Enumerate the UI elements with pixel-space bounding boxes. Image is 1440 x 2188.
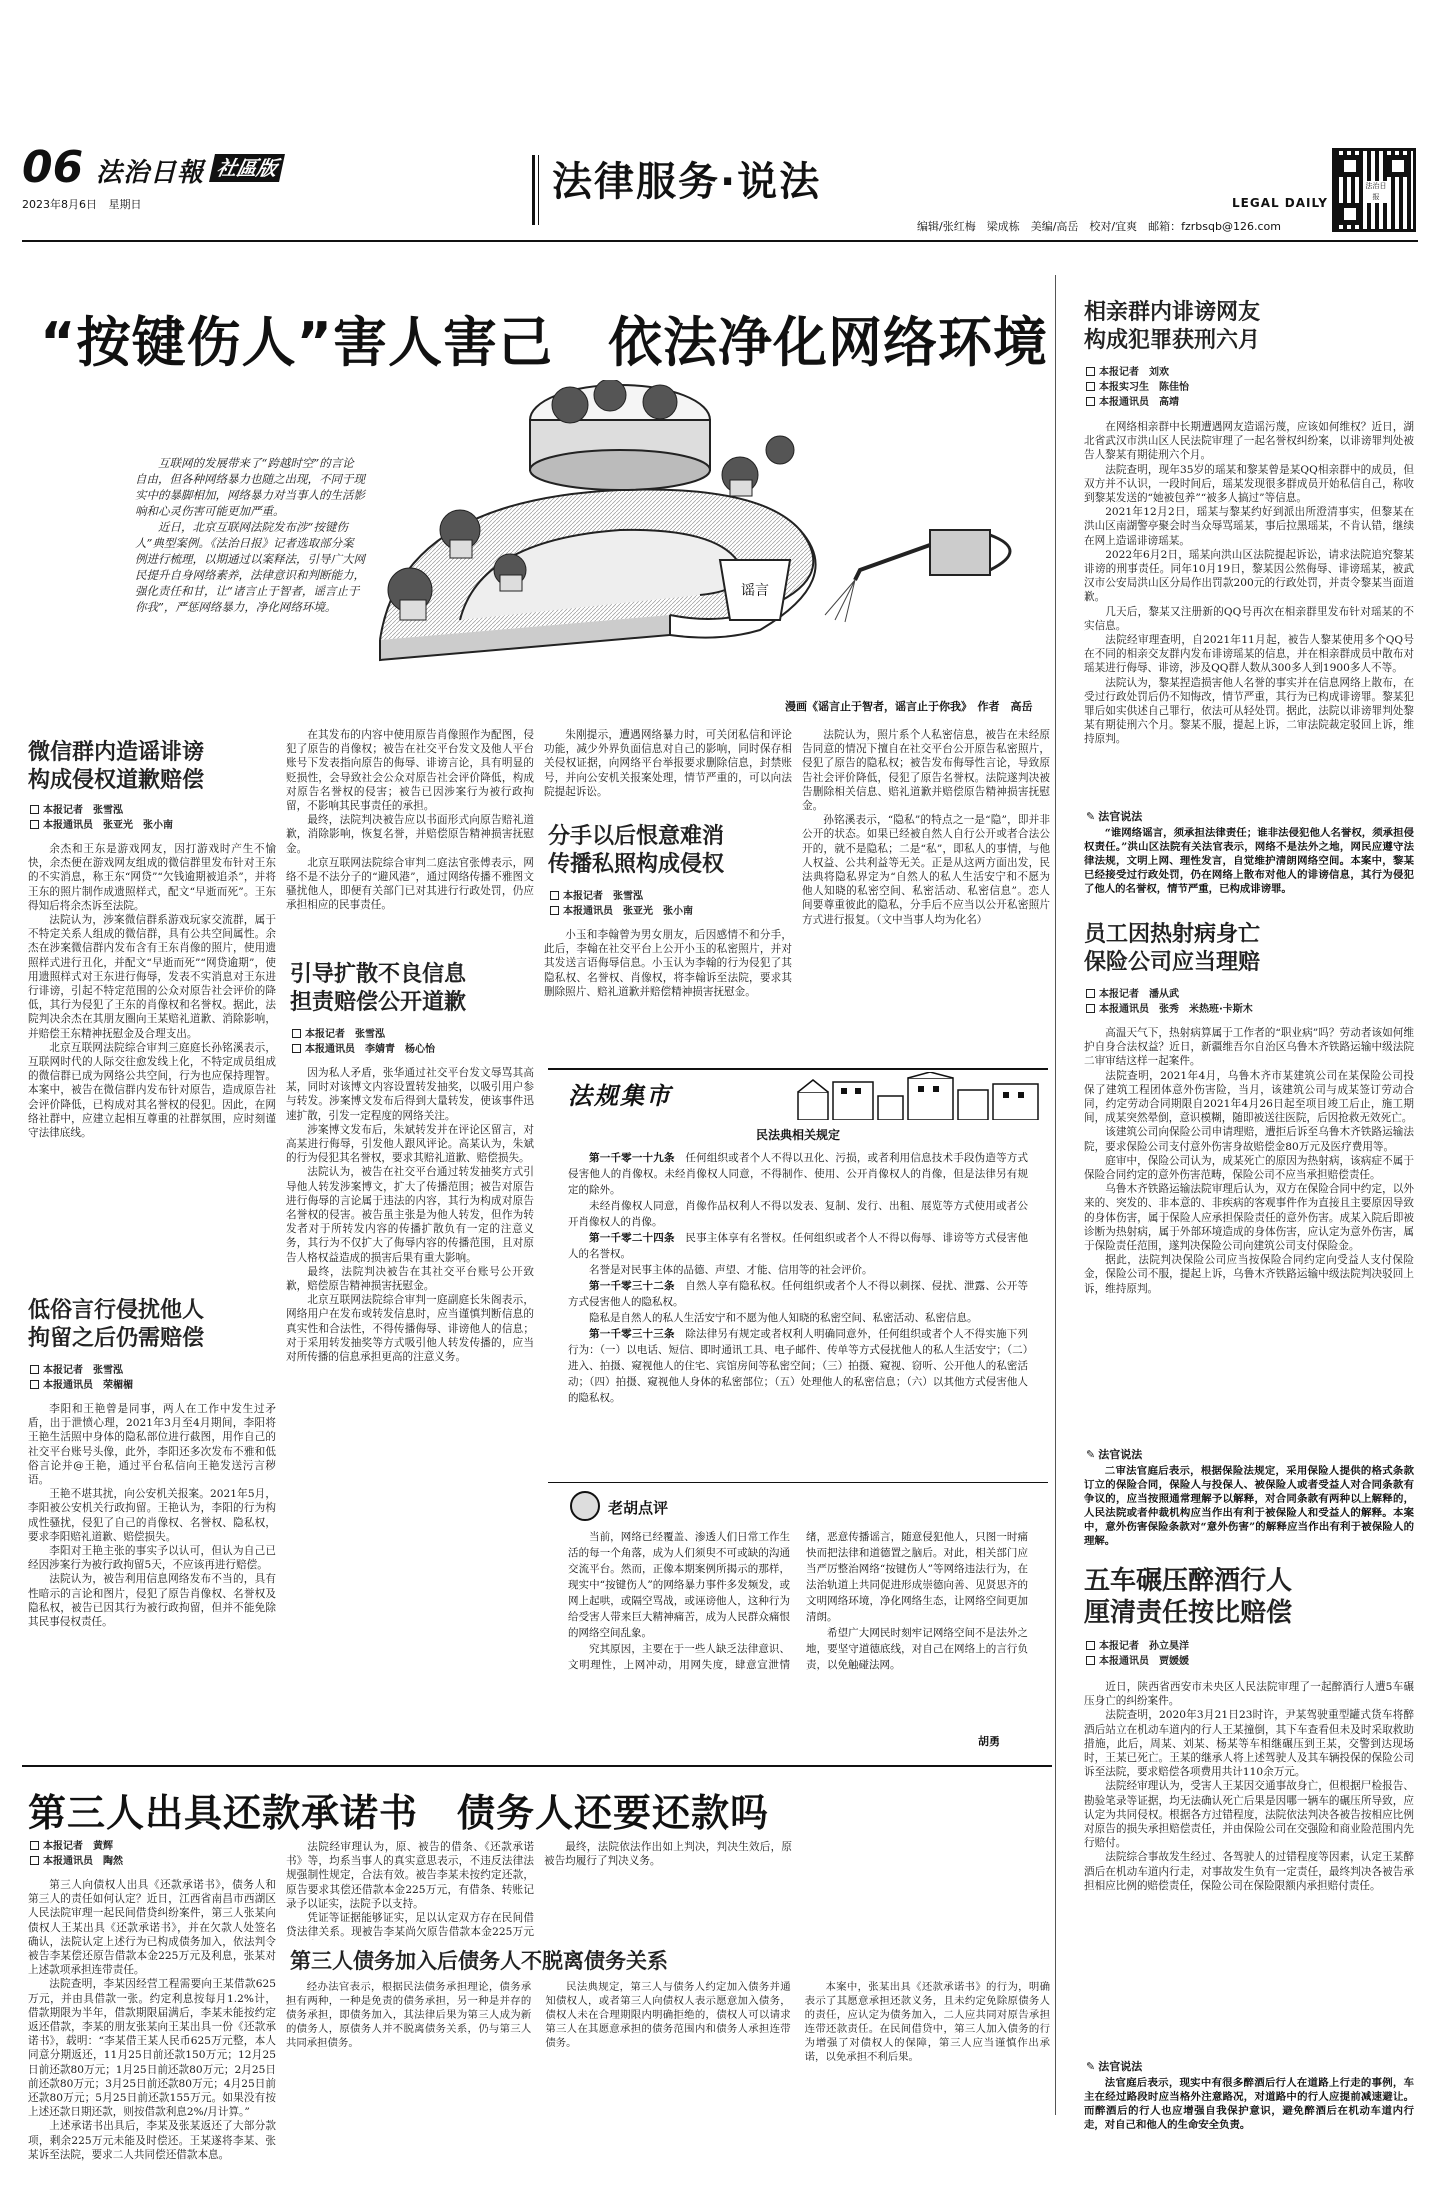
paragraph: 法院认为，照片系个人私密信息，被告在未经原告同意的情况下擅自在社交平台公开原告私密照片，侵犯了原告的隐私权；被告发布侮辱性言论，导致原告社会评价降低，侵犯了原告名誉权。法院遂判决被告删除相关信息、赔礼道歉并赔偿原告精神损害抚慰金。 bbox=[802, 729, 1050, 813]
paragraph: 庭审中，保险公司认为，成某死亡的原因为热射病，该病症不属于保险合同约定的意外伤害范畴，保险公司不应当承担赔偿责任。 bbox=[1084, 1154, 1414, 1182]
paragraph: 法官庭后表示，现实中有很多醉酒后行人在道路上行走的事例，车主在经过路段时应当格外注意路况，对道路中的行人应提前减速避让。而醉酒后的行人也应增强自我保护意识，避免醉酒后在机动车道内行走，对自己和他人的生命安全负责。 bbox=[1084, 2077, 1414, 2131]
paragraph: 北京互联网法院综合审判一庭副庭长朱阁表示，网络用户在发布或转发信息时，应当谨慎判断信息的真实性和合法性，不得传播侮辱、诽谤他人的信息；对于采用转发抽奖等方式吸引他人转发传播的，应当对所传播的信息承担更高的注意义务。 bbox=[286, 1294, 534, 1364]
law-article bbox=[568, 1262, 1028, 1278]
r2-title-2: 保险公司应当理赔 bbox=[1084, 950, 1261, 975]
paragraph: “谁网络谣言，须承担法律责任；谁非法侵犯他人名誉权，须承担侵权责任。”洪山区法院有关法官表示，网络不是法外之地，网民应遵守法律法规，文明上网、理性发言，自觉维护清朗网络空间。本案中，黎某已经接受过行政处罚，仍在网络上散布对他人的诽谤信息，其行为侵犯了他人的名誉权，情节严重，已构成诽谤罪。 bbox=[1084, 827, 1414, 895]
law-box bbox=[548, 1068, 1048, 1473]
paragraph: 第三人向债权人出具《还款承诺书》，债务人和第三人的责任如何认定？近日，江西省南昌市西湖区人民法院审理一起民间借贷纠纷案件，第三人张某向债权人王某出具《还款承诺书》，并在欠款人处签名确认，法院认定上述行为已构成债务加入，依法判令被告李某偿还原告借款本金225万元及利息，张某对上述款项承担连带责任。 bbox=[28, 1879, 276, 1977]
pot-label: 谣言 bbox=[741, 583, 769, 599]
law-box-subtitle: 民法典相关规定 bbox=[755, 1128, 840, 1142]
a4-byline-1: 本报记者 张雪泓 bbox=[550, 890, 643, 904]
r1-judge-tag: ✎ 法官说法 bbox=[1086, 808, 1142, 824]
a4-title-1: 分手以后恨意难消 bbox=[548, 824, 725, 849]
paragraph: 法院查明，李某因经营工程需要向王某借款625万元，并由具借款一张。约定利息按每月1.2%计，借款期限为半年，借款期限届满后，李某未能按约定返还借款，李某的朋友张某向王某出具一份《还款承诺书》，载明：“李某借王某人民币625万元整，本人同意分期返还，11月25日前还款150万元；12月25日前还款80万元；1月25日前还款80万元；2月25日前还款80万元；3月25日前还款80万元；4月25日前还款80万元；5月25日前还款155万元。如果没有按上述还款日期还款，则按借款利息2%/月计算。” bbox=[28, 1978, 276, 2119]
bottom-section-rule bbox=[22, 1765, 1052, 1767]
a3-byline-1: 本报记者 张雪泓 bbox=[292, 1028, 385, 1042]
paragraph: 当前，网络已经覆盖、渗透人们日常工作生活的每一个角落，成为人们须臾不可或缺的沟通交流平台。然而，正像本期案例所揭示的那样，现实中“按键伤人”的网络暴力事件多发频发，或网上起哄，或隔空骂战，或诬谤他人，这种行为给受害人带来巨大精神痛苦，成为人民群众痛恨的网络空间乱象。 bbox=[568, 1531, 790, 1639]
a5-body-col1 bbox=[28, 1878, 276, 2174]
r1-title-2: 构成犯罪获刑六月 bbox=[1084, 328, 1261, 353]
paragraph: 希望广大网民时刻牢记网络空间不是法外之地，要坚守道德底线，对自己在网络上的言行负责，以免触碰法网。 bbox=[806, 1627, 1028, 1671]
paragraph: 法院认为，黎某捏造损害他人名誉的事实并在信息网络上散布，在受过行政处罚后仍不知悔改，情节严重，其行为已构成诽谤罪。黎某犯罪后如实供述自己罪行，依法可从轻处罚。据此，法院以诽谤罪判处黎某有期徒刑六个月。黎某不服，提起上诉，二审法院裁定驳回上诉，维持原判。 bbox=[1084, 676, 1414, 746]
r1-title-1: 相亲群内诽谤网友 bbox=[1084, 300, 1261, 325]
column-rule bbox=[1055, 275, 1056, 2115]
a4-top-body bbox=[544, 728, 792, 814]
a2-body bbox=[28, 1402, 276, 1757]
r3-judge-tag: ✎ 法官说法 bbox=[1086, 2058, 1142, 2074]
illustration-rumors bbox=[340, 380, 1060, 670]
paragraph: 李阳和王艳曾是同事，两人在工作中发生过矛盾，出于泄愤心理，2021年3月至4月期间，李阳将王艳生活照中身体的隐私部位进行截图，用作自己的社交平台账号头像，此外，李阳还多次发布不雅和低俗言论并@王艳，通过平台私信向王艳发送污言秽语。 bbox=[28, 1403, 276, 1487]
article-text: 名誉是对民事主体的品德、声望、才能、信用等的社会评价。 bbox=[589, 1264, 873, 1276]
a1-byline-2: 本报通讯员 张亚光 张小南 bbox=[30, 819, 173, 833]
r3-byline-1: 本报记者 孙立昊洋 bbox=[1086, 1640, 1189, 1654]
paragraph: 二审法官庭后表示，根据保险法规定，采用保险人提供的格式条款订立的保险合同，保险人与投保人、被保险人或者受益人对合同条款有争议的，应当按照通常理解予以解释，对合同条款有两种以上解释的，人民法院或者仲裁机构应当作出有利于被保险人和受益人的解释。本案中，意外伤害保险条款对“意外伤害”的解释应当作出有利于被保险人的理解。 bbox=[1084, 1465, 1414, 1547]
paragraph: 最终，法院判决被告在其社交平台账号公开致歉，赔偿原告精神损害抚慰金。 bbox=[286, 1265, 534, 1293]
paragraph: 法院综合事故发生经过、各驾驶人的过错程度等因素，认定王某醉酒后在机动车道内行走，对事故发生负有一定责任，最终判决各被告承担相应比例的赔偿责任，保险公司在保险限额内承担赔付责任。 bbox=[1084, 1851, 1414, 1892]
illustration-caption: 漫画《谣言止于智者，谣言止于你我》 作者 高岳 bbox=[785, 700, 1033, 713]
watering-can-icon bbox=[825, 530, 1010, 622]
paragraph: 高温天气下，热射病算属于工作者的“职业病”吗？劳动者该如何维护自身合法权益？近日，新疆维吾尔自治区乌鲁木齐铁路运输中级法院二审审结这样一起案件。 bbox=[1084, 1027, 1414, 1068]
paragraph: 因为私人矛盾，张华通过社交平台发文辱骂其高某，同时对该博文内容设置转发抽奖，以吸引用户参与转发。涉案博文发布后得到大量转发，使该事件迅速扩散，引发一定程度的网络关注。 bbox=[286, 1067, 534, 1122]
article-text: 隐私是自然人的私人生活安宁和不愿为他人知晓的私密空间、私密活动、私密信息。 bbox=[589, 1312, 978, 1324]
paragraph: 本案中，张某出具《还款承诺书》的行为，明确表示了其愿意承担还款义务，且未约定免除原债务人的责任，应认定为债务加入，二人应共同对原告承担连带还款责任。在民间借贷中，第三人加入债务的行为增强了对债权人的保障，第三人应当谨慎作出承诺，以免承担不利后果。 bbox=[804, 1981, 1050, 2063]
qr-code[interactable] bbox=[1332, 148, 1416, 232]
paragraph: 朱刚提示，遭遇网络暴力时，可关闭私信和评论功能，减少外界负面信息对自己的影响，同时保存相关侵权证据，向网络平台举报要求删除信息，封禁账号，并向公安机关报案处理，情节严重的，可以向法院提起诉讼。 bbox=[544, 729, 792, 798]
paragraph: 凭证等证据能够证实，足以认定双方存在民间借贷法律关系。现被告李某尚欠原告借款本金225万元 bbox=[286, 1912, 534, 1939]
paragraph: 几天后，黎某又注册新的QQ号再次在相亲群里发布针对瑶某的不实信息。 bbox=[1084, 605, 1414, 632]
commentary-label: 老胡点评 bbox=[608, 1499, 669, 1517]
a5-body-col3 bbox=[544, 1840, 792, 1940]
paragraph: 最终，法院判决被告应以书面形式向原告赔礼道歉，消除影响，恢复名誉，并赔偿原告精神损害抚慰金。 bbox=[286, 814, 534, 855]
city-skyline-icon bbox=[793, 1072, 1043, 1120]
article-no: 第一千零二十四条 bbox=[589, 1232, 675, 1244]
paragraph: 法院查明，2021年4月，乌鲁木齐市某建筑公司在某保险公司投保了建筑工程团体意外伤害险，当月，该建筑公司与成某签订劳动合同，约定劳动合同期限自2021年4月26日起至项目竣工后止，施工期间，成某突然晕倒，意识模糊，随即被送往医院，后因抢救无效死亡。 bbox=[1084, 1069, 1414, 1125]
legal-daily-label: LEGAL DAILY bbox=[1232, 196, 1328, 210]
paragraph: 小玉和李翰曾为男女朋友，后因感情不和分手，此后，李翰在社交平台上公开小玉的私密照片，并对其发送言语侮辱信息。小玉认为李翰的行为侵犯了其隐私权、名誉权、肖像权，将李翰诉至法院，要求其删除照片、赔礼道歉并赔偿精神损害抚慰金。 bbox=[544, 929, 792, 998]
a4-body-left bbox=[544, 928, 792, 1058]
a5-headline: 第三人出具还款承诺书 债务人还要还款吗 bbox=[28, 1791, 770, 1835]
commentary-box bbox=[548, 1482, 1048, 1752]
a3-title-2: 担责赔偿公开道歉 bbox=[290, 990, 467, 1015]
paragraph: 民法典规定，第三人与债务人约定加入债务并通知债权人，或者第三人向债权人表示愿意加入债务，债权人未在合理期限内明确拒绝的，债权人可以请求第三人在其愿意承担的债务范围内和债务人承担连带债务。 bbox=[545, 1981, 791, 2049]
lead-headline: “按键伤人”害人害己 依法净化网络环境 bbox=[40, 311, 1048, 374]
a5-sub-body bbox=[286, 1980, 1050, 2176]
paragraph: 法院认为，涉案微信群系游戏玩家交流群，属于不特定关系人组成的微信群，具有公共空间属性。余杰在涉案微信群内发布含有王东肖像的照片，使用遗照样式进行丑化，并配文“早逝而死”“网贷逾期”，使用遗照样式对王东进行侮辱，发表不实消息对王东进行诽谤，引起不特定范围的公众对原告社会评价的降低，其行为侵犯了王东的肖像权和名誉权。据此，法院判决余杰在其朋友圈向王某赔礼道歉、消除影响，并赔偿王东精神抚慰金及合理支出。 bbox=[28, 914, 276, 1040]
a5-body-col4 bbox=[802, 1840, 1050, 1936]
paragraph: 法院认为，被告在社交平台通过转发抽奖方式引导他人转发涉案博文，扩大了传播范围；被告对原告进行侮辱的言论属于违法的内容，其行为构成对原告名誉权的侵害。被告虽主张是为他人转发，但作为转发者对于所转发内容的传播扩散负有一定的注意义务，其行为不仅扩大了侮辱内容的传播范围，且对原告人格权益造成的损害后果有重大影响。 bbox=[286, 1166, 534, 1264]
law-article bbox=[568, 1278, 1028, 1310]
a5-byline-2: 本报通讯员 陶然 bbox=[30, 1855, 123, 1869]
a2-title-2: 拘留之后仍需赔偿 bbox=[28, 1326, 205, 1351]
r2-body bbox=[1084, 1026, 1414, 1438]
rumor-pot bbox=[720, 560, 790, 620]
a2-byline-1: 本报记者 张雪泓 bbox=[30, 1364, 123, 1378]
r2-title-1: 员工因热射病身亡 bbox=[1084, 922, 1261, 947]
law-article bbox=[568, 1326, 1028, 1406]
paragraph: 李阳对王艳主张的事实予以认可，但认为自己已经因涉案行为被行政拘留5天，不应该再进行赔偿。 bbox=[28, 1545, 276, 1572]
r2-byline-1: 本报记者 潘从武 bbox=[1086, 988, 1179, 1002]
paragraph: 法院查明，现年35岁的瑶某和黎某曾是某QQ相亲群中的成员，但双方并不认识，一段时间后，瑶某发现很多群成员开始私信自己，称收到黎某发送的“她被包养”“被多人搞过”等信息。 bbox=[1084, 463, 1414, 505]
a5-body-col2 bbox=[286, 1840, 534, 1940]
date: 2023年8月6日 bbox=[22, 198, 97, 211]
a3-title-1: 引导扩散不良信息 bbox=[290, 962, 467, 987]
article-no: 第一千零三十三条 bbox=[589, 1328, 675, 1340]
paragraph: 余杰和王东是游戏网友，因打游戏时产生不愉快，余杰便在游戏网友组成的微信群里发布针对王东的不实消息，称王东“网贷”“欠钱逾期被追杀”，并将王东的照片制作成遗照样式，配文“早逝而死”。王东得知后将余杰诉至法院。 bbox=[28, 843, 276, 912]
r1-note bbox=[1084, 826, 1414, 910]
paragraph: 在其发布的内容中使用原告肖像照作为配图，侵犯了原告的肖像权；被告在社交平台发文及他人平台账号下发表指向原告的侮辱、诽谤言论，具有明显的贬损性，会导致社会公众对原告社会评价降低，构成对原告名誉权的侵害；被告已因涉案行为被行政拘留，不影响其民事责任的承担。 bbox=[286, 729, 534, 813]
paragraph: 最终，法院依法作出如上判决，判决生效后，原被告均履行了判决义务。 bbox=[544, 1841, 792, 1868]
paragraph: 北京互联网法院综合审判三庭庭长孙铭溪表示，互联网时代的人际交往愈发线上化，不特定成员组成的微信群已成为网络公共空间，行为也应保持理智。本案中，被告在微信群内发布针对原告，造成原告社会评价降低，已构成对其名誉权的侵犯。因此，在网络社群中，应建立起相互尊重的社群氛围，应时刻谨守法律底线。 bbox=[28, 1041, 276, 1140]
law-article bbox=[568, 1310, 1028, 1326]
a3-body bbox=[286, 1066, 534, 1758]
paragraph: 法院经审理认为，原、被告的借条、《还款承诺书》等，均系当事人的真实意思表示，不违反法律法规强制性规定，合法有效。被告李某未按约定还款，原告要求其偿还借款本金225万元，有借条、转账记录予以证实，法院予以支持。 bbox=[286, 1841, 534, 1910]
paragraph: 近日，陕西省西安市未央区人民法院审理了一起醉酒行人遭5车碾压身亡的纠纷案件。 bbox=[1084, 1681, 1414, 1708]
paragraph: 2022年6月2日，瑶某向洪山区法院提起诉讼，请求法院追究黎某诽谤的刑事责任。同年10月19日，黎某因公然侮辱、诽谤瑶某，被武汉市公安局洪山区分局作出罚款200元的行政处罚，并责令黎某当面道歉。 bbox=[1084, 548, 1414, 604]
article-no: 第一千零一十九条 bbox=[589, 1152, 675, 1164]
law-article bbox=[568, 1150, 1028, 1198]
issue-date bbox=[22, 196, 142, 212]
editor-credits: 编辑/张红梅 梁成栋 美编/高岳 校对/宜爽 邮箱：fzrbsqb@126.com bbox=[917, 220, 1281, 233]
article-no: 第一千零三十二条 bbox=[589, 1280, 675, 1292]
masthead bbox=[22, 0, 1418, 233]
article-text: 民事主体享有名誉权。任何组织或者个人不得以侮辱、诽谤等方式侵害他人的名誉权。 bbox=[568, 1232, 1029, 1260]
a4-byline-2: 本报通讯员 张亚光 张小南 bbox=[550, 905, 693, 919]
paragraph: 2021年12月2日，瑶某与黎某约好到派出所澄清事实，但黎某在洪山区南湖警亭聚会时当众辱骂瑶某，事后拉黑瑶某，不肯认错，继续在网上造谣诽谤瑶某。 bbox=[1084, 506, 1414, 547]
a3-byline-2: 本报通讯员 李婧青 杨心怡 bbox=[292, 1043, 435, 1057]
qr-label: 法治日报 bbox=[1365, 182, 1387, 201]
article-text: 未经肖像权人同意，肖像作品权利人不得以发表、复制、发行、出租、展览等方式使用或者公开肖像权人的肖像。 bbox=[568, 1200, 1028, 1228]
paragraph: 北京互联网法院综合审判二庭法官张傅表示，网络不是不法分子的“避风港”，通过网络传播不雅图文骚扰他人，即便有关部门已对其进行行政处罚，仍应承担相应的民事责任。 bbox=[286, 856, 534, 912]
masthead-divider bbox=[532, 155, 535, 225]
r1-byline-2: 本报实习生 陈佳怡 bbox=[1086, 381, 1189, 395]
r2-note bbox=[1084, 1464, 1414, 1548]
r3-title-2: 厘清责任按比赔偿 bbox=[1084, 1598, 1293, 1628]
paragraph: 究其原因，主要在于一些人缺乏法律意识、文明理性，上网冲动，用网失度，肆意宣泄情绪，恶意传播谣言，随意侵犯他人，只图一时痛快而把法律和道德置之脑后。对此，相关部门应当严厉整治网络“按键伤人”等网络违法行为，在法治轨道上共同促进形成崇德向善、见贤思齐的文明网络环境，净化网络生态，让网络空间更加清朗。 bbox=[568, 1531, 1028, 1671]
paragraph: 涉案博文发布后，朱斌转发并在评论区留言，对高某进行侮辱，引发他人跟风评论。高某认为，朱斌的行为侵犯其名誉权，要求其赔礼道歉、赔偿损失。 bbox=[286, 1123, 534, 1165]
commentary-body bbox=[568, 1529, 1028, 1729]
r3-byline-2: 本报通讯员 贾媛媛 bbox=[1086, 1655, 1189, 1669]
a1-title-1: 微信群内造谣诽谤 bbox=[28, 740, 205, 765]
paragraph: 在网络相亲群中长期遭遇网友造谣污蔑，应该如何维权？近日，湖北省武汉市洪山区人民法院审理了一起名誉权纠纷案，以诽谤罪判处被告人黎某有期徒刑六个月。 bbox=[1084, 421, 1414, 462]
masthead-bottom-rule bbox=[22, 240, 1418, 242]
r2-byline-2: 本报通讯员 张秀 米热班·卡斯木 bbox=[1086, 1003, 1253, 1017]
r1-body bbox=[1084, 420, 1414, 800]
r2-judge-tag: ✎ 法官说法 bbox=[1086, 1446, 1142, 1462]
edition-badge: 社區版 bbox=[209, 154, 285, 182]
a4-title-2: 传播私照构成侵权 bbox=[548, 852, 725, 877]
section-title: 法律服务·说法 bbox=[552, 159, 822, 205]
a2-byline-2: 本报通讯员 荣楣楣 bbox=[30, 1379, 133, 1393]
a3-top-body bbox=[286, 728, 534, 956]
article-text: 除法律另有规定或者权利人明确同意外，任何组织或者个人不得实施下列行为：（一）以电话、短信、即时通讯工具、电子邮件、传单等方式侵扰他人的私人生活安宁；（二）进入、拍摄、窥视他人的住宅、宾馆房间等私密空间；（三）拍摄、窥视、窃听、公开他人的私密活动；（四）拍摄、窥视他人身体的私密部位；（五）处理他人的私密信息；（六）以其他方式侵害他人的隐私权。 bbox=[568, 1328, 1029, 1404]
paragraph: 据此，法院判决保险公司应当按保险合同约定向受益人支付保险金，保险公司不服，提起上诉，乌鲁木齐铁路运输中级法院判决驳回上诉，维持原判。 bbox=[1084, 1254, 1414, 1295]
paragraph: 法院认为，被告利用信息网络发布不当的，具有性暗示的言论和图片，侵犯了原告肖像权、名誉权及隐私权，被告已因其行为被行政拘留，但并不能免除其民事侵权责任。 bbox=[28, 1573, 276, 1629]
r3-note bbox=[1084, 2076, 1414, 2174]
r1-byline-1: 本报记者 刘欢 bbox=[1086, 366, 1169, 380]
article-text: 自然人享有隐私权。任何组织或者个人不得以刺探、侵扰、泄露、公开等方式侵害他人的隐私权。 bbox=[568, 1280, 1029, 1308]
law-article bbox=[568, 1230, 1028, 1262]
paragraph: 法院经审理认为，受害人王某因交通事故身亡，但根据尸检报告、勘验笔录等证据，均无法确认死亡后果是因哪一辆车的碾压所导致，应认定为共同侵权。根据各方过错程度，法院依法判决各被告按相应比例对原告的损失承担赔偿责任，并由保险公司在交强险和商业险范围内先行赔付。 bbox=[1084, 1780, 1414, 1850]
a4-body-right bbox=[802, 728, 1050, 1058]
masthead-divider-thin bbox=[538, 155, 539, 225]
r3-body bbox=[1084, 1680, 1414, 2048]
a1-title-2: 构成侵权道歉赔偿 bbox=[28, 768, 205, 793]
a1-byline-1: 本报记者 张雪泓 bbox=[30, 804, 123, 818]
paper-name: 法治日報 bbox=[96, 158, 205, 188]
paragraph: 经办法官表示，根据民法债务承担理论，债务承担有两种，一种是免责的债务承担，另一种是并存的债务承担，即债务加入，其法律后果为第三人成为新的债务人，原债务人并不脱离债务关系，仍与第三人共同承担债务。 bbox=[286, 1981, 532, 2049]
page-number: 06 bbox=[22, 142, 84, 193]
paragraph: 该建筑公司向保险公司申请理赔，遭拒后诉至乌鲁木齐铁路运输法院，要求保险公司支付意外伤害身故赔偿金80万元及医疗费用等。 bbox=[1084, 1126, 1414, 1153]
paragraph: 孙铭溪表示，“隐私”的特点之一是“隐”，即并非公开的状态。如果已经被自然人自行公开或者合法公开的，就不是隐私；二是“私”，即私人的事情，与他人权益、公共利益等无关。正是从这两方面出发，民法典将隐私界定为“自然人的私人生活安宁和不愿为他人知晓的私密空间、私密活动、私密信息”。恋人间要尊重彼此的隐私，分手后不应当以公开私密照片方式进行报复。（文中当事人均为化名） bbox=[802, 814, 1050, 926]
r3-title-1: 五车碾压醉酒行人 bbox=[1084, 1566, 1293, 1596]
paragraph: 乌鲁木齐铁路运输法院审理后认为，双方在保险合同中约定，以外来的、突发的、非本意的、非疾病的客观事件作为直接且主要原因导致的身体伤害，属于保险人应承担保险责任的意外伤害。成某入院后即被诊断为热射病，属于外部环境造成的身体伤害，应认定为意外伤害，属于保险责任范围，遂判决保险公司向建筑公司支付保险金。 bbox=[1084, 1183, 1414, 1253]
law-box-title: 法规集市 bbox=[568, 1082, 672, 1110]
commentary-signature: 胡勇 bbox=[978, 1735, 1000, 1748]
commentator-avatar bbox=[570, 1491, 600, 1521]
a1-body bbox=[28, 842, 276, 1280]
article-text: 任何组织或者个人不得以丑化、污损，或者利用信息技术手段伪造等方式侵害他人的肖像权。未经肖像权人同意，不得制作、使用、公开肖像权人的肖像，但是法律另有规定的除外。 bbox=[568, 1152, 1029, 1196]
a5-subheading: 第三人债务加入后债务人不脱离债务关系 bbox=[290, 1949, 668, 1973]
paragraph: 上述承诺书出具后，李某及张某返还了大部分款项，剩余225万元未能及时偿还。王某遂将李某、张某诉至法院，要求二人共同偿还借款本息。 bbox=[28, 2120, 276, 2161]
a5-byline-1: 本报记者 黄辉 bbox=[30, 1840, 113, 1854]
paragraph: 法院查明，2020年3月21日23时许，尹某驾驶重型罐式货车将醉酒后站立在机动车道内的行人王某撞倒，其下车查看但未及时采取救助措施，此后，周某、刘某、杨某等车相继碾压到王某，交警到达现场时，王某已死亡。王某的继承人将上述驾驶人及其车辆投保的保险公司诉至法院，要求赔偿各项费用共计110余万元。 bbox=[1084, 1709, 1414, 1779]
paragraph: 法院经审理查明，自2021年11月起，被告人黎某使用多个QQ号在不同的相亲交友群内发布诽谤瑶某的信息，并在相亲群成员中散布对瑶某进行侮辱、诽谤，涉及QQ群人数从300多人到1900多人不等。 bbox=[1084, 634, 1414, 675]
paragraph: 王艳不堪其扰，向公安机关报案。2021年5月，李阳被公安机关行政拘留。王艳认为，李阳的行为构成性骚扰，侵犯了自己的肖像权、名誉权、隐私权，要求李阳赔礼道歉、赔偿损失。 bbox=[28, 1488, 276, 1543]
law-article bbox=[568, 1198, 1028, 1230]
law-articles bbox=[568, 1150, 1028, 1406]
a2-title-1: 低俗言行侵扰他人 bbox=[28, 1298, 205, 1323]
weekday: 星期日 bbox=[108, 198, 142, 211]
lead-intro: 互联网的发展带来了“跨越时空”的言论自由，但各种网络暴力也随之出现，不同于现实中的暴脚相加，网络暴力对当事人的生活影响和心灵伤害可能更加严重。 近日，北京互联网法院发布涉“按键伤人”典型案例。《法治日报》记者选取部分案例进行梳理，以期通过以案释法，引导广大网民提升自身网络素养，法律意识和判断能力，强化责任和甘，让“诸言止于智者，谣言止于你我”，严惩网络暴力，净化网络环境。 bbox=[135, 456, 365, 614]
r1-byline-3: 本报通讯员 高靖 bbox=[1086, 396, 1179, 410]
